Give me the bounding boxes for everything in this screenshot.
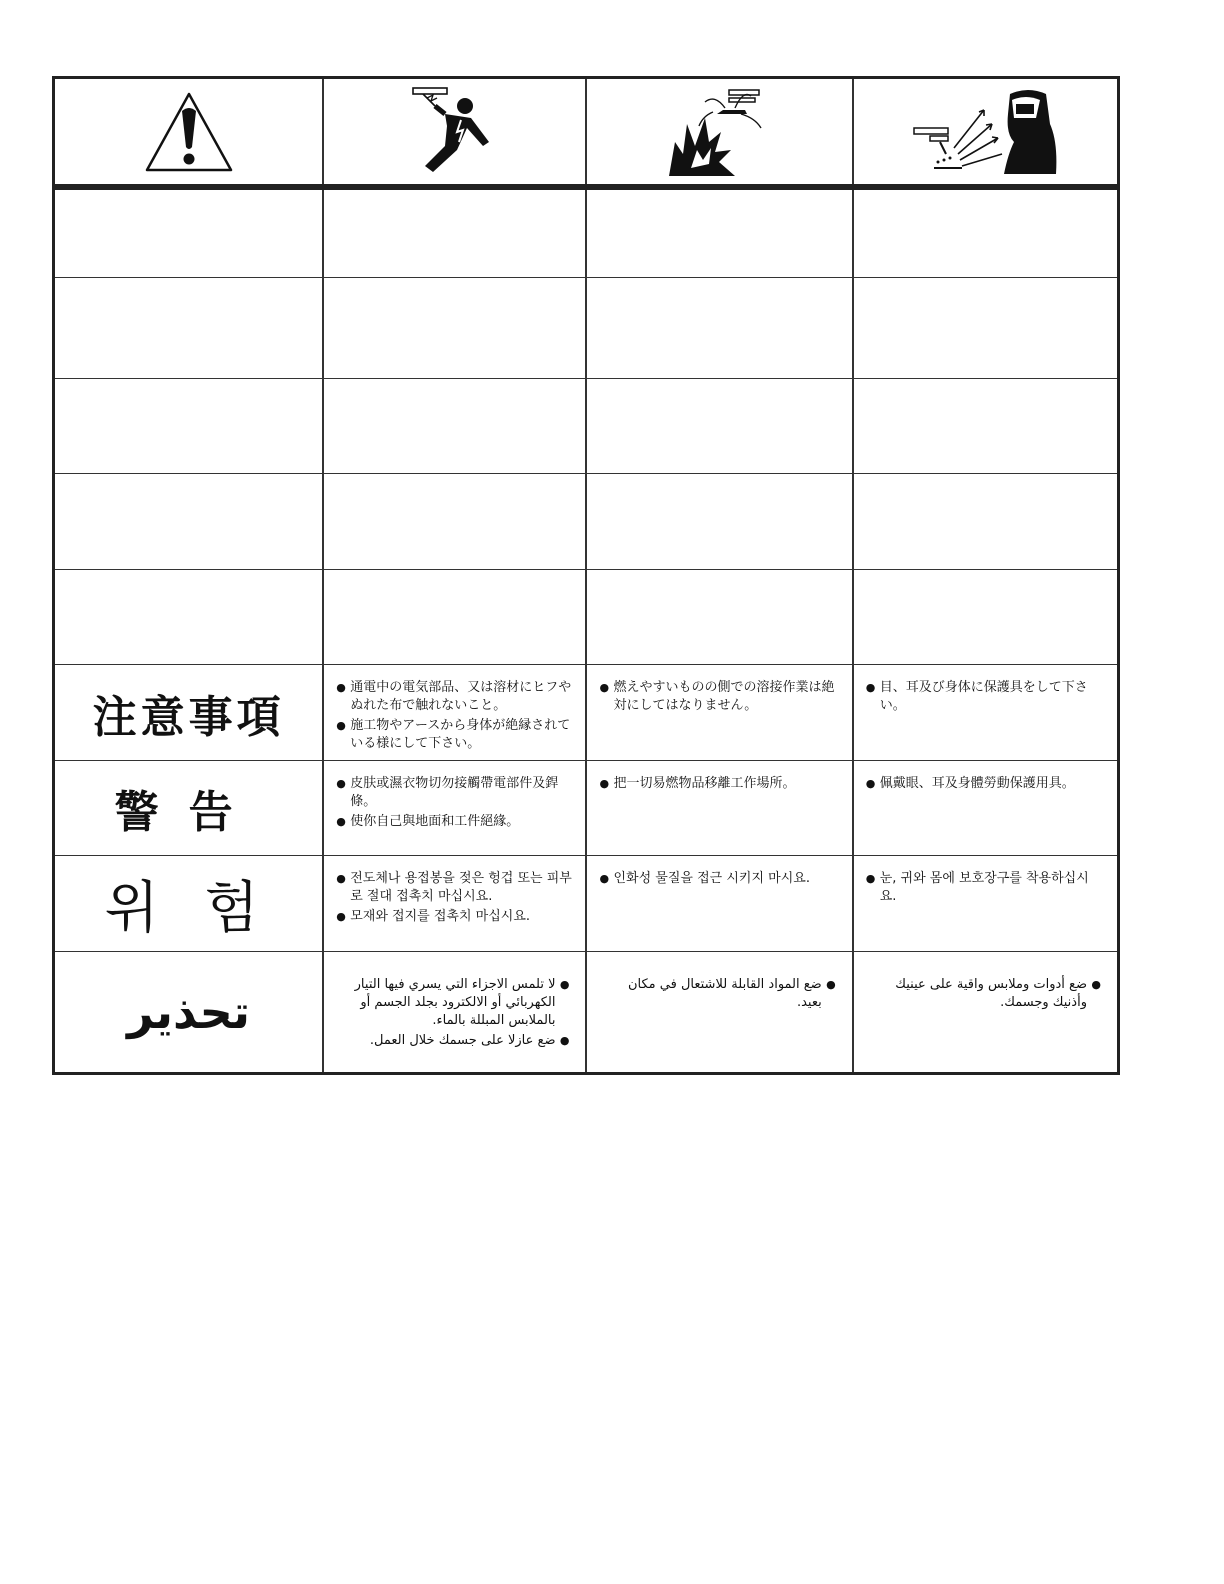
warning-item: ● 皮肤或濕衣物切勿接觸帶電部件及銲條。 [336,775,573,811]
warning-row-korean [55,856,1117,952]
empty-cell [854,278,1117,378]
warning-list [587,665,851,715]
warning-triangle-icon [144,91,234,173]
warning-row-arabic [55,952,1117,1072]
fire-warning-cell [587,761,853,855]
empty-row [55,474,1117,570]
electric-shock-icon [405,84,505,180]
warning-list [324,952,585,1050]
welding-helmet-fumes-icon [910,84,1060,180]
label-cell [55,761,324,855]
header-cell-warning [55,79,324,184]
warning-list [854,665,1117,715]
empty-row [55,190,1117,278]
warning-item: ● 通電中の電気部品、又は溶材にヒフやぬれた布で触れないこと。 [336,679,573,715]
multilingual-warning-table [52,76,1120,1075]
shock-warning-cell [324,761,587,855]
warning-item: ● 눈, 귀와 몸에 보호장구를 착용하십시요. [866,870,1105,906]
warning-list [324,856,585,926]
warning-item: ● ضع المواد القابلة للاشتعال في مكان بعيد. [603,976,835,1012]
empty-cell [55,278,324,378]
empty-cell [55,570,324,664]
empty-cell [587,570,853,664]
empty-cell [324,190,587,277]
warning-list [587,761,851,793]
header-cell-explosion [587,79,853,184]
warning-item: ● 전도체나 용접봉을 젖은 헝겁 또는 피부로 절대 접촉치 마십시요. [336,870,573,906]
label-cell [55,952,324,1072]
header-cell-eye-protection [854,79,1117,184]
warning-list [854,761,1117,793]
language-label: 注意事項 [92,691,285,743]
warning-item: ● 모재와 접지를 접촉치 마십시요. [336,908,573,926]
shock-warning-cell [324,856,587,951]
empty-cell [854,379,1117,473]
warning-item: ● 인화성 물질을 접근 시키지 마시요. [599,870,839,888]
empty-cell [587,190,853,277]
empty-row [55,278,1117,379]
warning-row-chinese [55,761,1117,856]
warning-list [587,952,851,1012]
warning-list [587,856,851,888]
language-label: 위 험 [104,875,273,941]
warning-list [854,856,1117,906]
empty-row [55,570,1117,665]
empty-cell [854,474,1117,569]
warning-item: ● 使你自己與地面和工件絕緣。 [336,813,573,831]
label-cell [55,856,324,951]
header-cell-shock [324,79,587,184]
empty-cell [587,278,853,378]
empty-cell [55,190,324,277]
warning-list [854,952,1117,1012]
warning-item: ● 目、耳及び身体に保護具をして下さい。 [866,679,1105,715]
warning-item: ● ضع أدوات وملابس واقية على عينيك وأذنيك وجسمك. [870,976,1101,1012]
warning-item: ● 燃えやすいものの側での溶接作業は絶対にしてはなりません。 [599,679,839,715]
warning-item: ● لا تلمس الاجزاء التي يسري فيها التيار الكهربائي أو الالكترود بجلد الجسم أو بالملابس المبللة بالماء. [340,976,569,1030]
empty-cell [324,379,587,473]
fire-warning-cell [587,665,853,760]
empty-row [55,379,1117,474]
protection-warning-cell [854,856,1117,951]
fire-warning-cell [587,952,853,1072]
warning-row-japanese [55,665,1117,761]
empty-cell [854,190,1117,277]
protection-warning-cell [854,761,1117,855]
fire-warning-cell [587,856,853,951]
empty-cell [55,379,324,473]
warning-list [324,761,585,831]
protection-warning-cell [854,665,1117,760]
empty-cell [587,379,853,473]
warning-item: ● 佩戴眼、耳及身體勞動保護用具。 [866,775,1105,793]
shock-warning-cell [324,952,587,1072]
empty-cell [587,474,853,569]
empty-cell [324,474,587,569]
empty-cell [324,278,587,378]
shock-warning-cell [324,665,587,760]
empty-cell [854,570,1117,664]
language-label: تحذير [127,985,251,1039]
label-cell [55,665,324,760]
warning-item: ● 施工物やアースから身体が絶縁されている様にして下さい。 [336,717,573,753]
protection-warning-cell [854,952,1117,1072]
icon-header-row [55,79,1117,190]
empty-cell [324,570,587,664]
explosion-fire-icon [665,84,775,180]
warning-item: ● ضع عازلا على جسمك خلال العمل. [340,1032,569,1050]
empty-cell [55,474,324,569]
language-label: 警告 [114,787,263,838]
warning-list [324,665,585,753]
warning-item: ● 把一切易燃物品移離工作場所。 [599,775,839,793]
